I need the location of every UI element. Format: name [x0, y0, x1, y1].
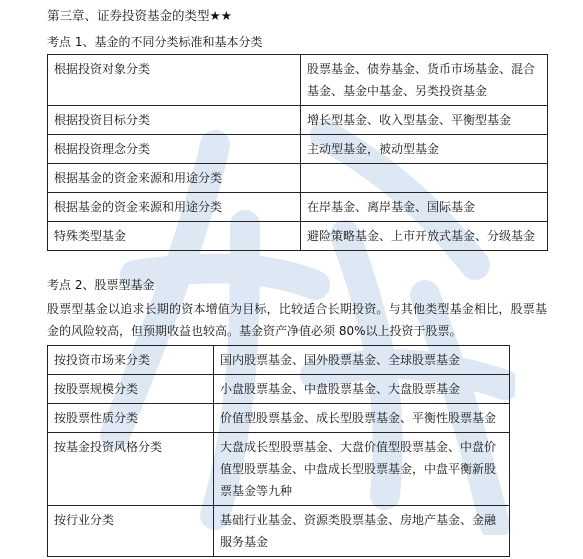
- types-cell: 基础行业基金、资源类股票基金、房地产基金、金融服务基金: [214, 506, 510, 557]
- types-cell: 小盘股票基金、中盘股票基金、大盘股票基金: [214, 375, 510, 404]
- types-cell: 价值型股票基金、成长型股票基金、平衡性股票基金: [214, 404, 510, 433]
- types-cell: 增长型基金、收入型基金、平衡型基金: [301, 106, 548, 135]
- criterion-cell: 根据基金的资金来源和用途分类: [48, 164, 301, 193]
- criterion-cell: 根据基金的资金来源和用途分类: [48, 193, 301, 222]
- stock-fund-table: [47, 345, 510, 557]
- table-row: [48, 106, 548, 135]
- types-cell: 大盘成长型股票基金、大盘价值型股票基金、中盘价值型股票基金、中盘成长型股票基金，中盘平衡新股票基金等九种: [214, 433, 510, 506]
- table-row: [48, 506, 510, 557]
- criterion-cell: 根据投资目标分类: [48, 106, 301, 135]
- types-cell: 国内股票基金、国外股票基金、全球股票基金: [214, 346, 510, 375]
- table-row: [48, 404, 510, 433]
- table-row: [48, 222, 548, 251]
- table-row: [48, 55, 548, 106]
- fund-classification-table: [47, 54, 548, 251]
- criterion-cell: 按行业分类: [48, 506, 214, 557]
- section-1-title: 考点 1、基金的不同分类标准和基本分类: [47, 35, 263, 49]
- types-cell: 在岸基金、离岸基金、国际基金: [301, 193, 548, 222]
- criterion-cell: 根据投资对象分类: [48, 55, 301, 106]
- criterion-cell: 按股票性质分类: [48, 404, 214, 433]
- table-row: [48, 346, 510, 375]
- table-row: [48, 193, 548, 222]
- table-row: [48, 375, 510, 404]
- criterion-cell: 按投资市场来分类: [48, 346, 214, 375]
- types-cell: 主动型基金，被动型基金: [301, 135, 548, 164]
- types-cell: 避险策略基金、上市开放式基金、分级基金: [301, 222, 548, 251]
- table-row: [48, 164, 548, 193]
- types-cell: 股票基金、债券基金、货币市场基金、混合基金、基金中基金、另类投资基金: [301, 55, 548, 106]
- criterion-cell: 按股票规模分类: [48, 375, 214, 404]
- stock-fund-description: 股票型基金以追求长期的资本增值为目标，比较适合长期投资。与其他类型基金相比，股票基金的风险较高，但预期收益也较高。基金资产净值必须 80%以上投资于股票。: [47, 302, 547, 338]
- criterion-cell: 特殊类型基金: [48, 222, 301, 251]
- chapter-title: 第三章、证券投资基金的类型★★: [47, 8, 232, 23]
- table-row: [48, 433, 510, 506]
- section-2-title: 考点 2、股票型基金: [47, 278, 155, 292]
- criterion-cell: 按基金投资风格分类: [48, 433, 214, 506]
- table-row: [48, 135, 548, 164]
- types-cell: [301, 164, 548, 193]
- criterion-cell: 根据投资理念分类: [48, 135, 301, 164]
